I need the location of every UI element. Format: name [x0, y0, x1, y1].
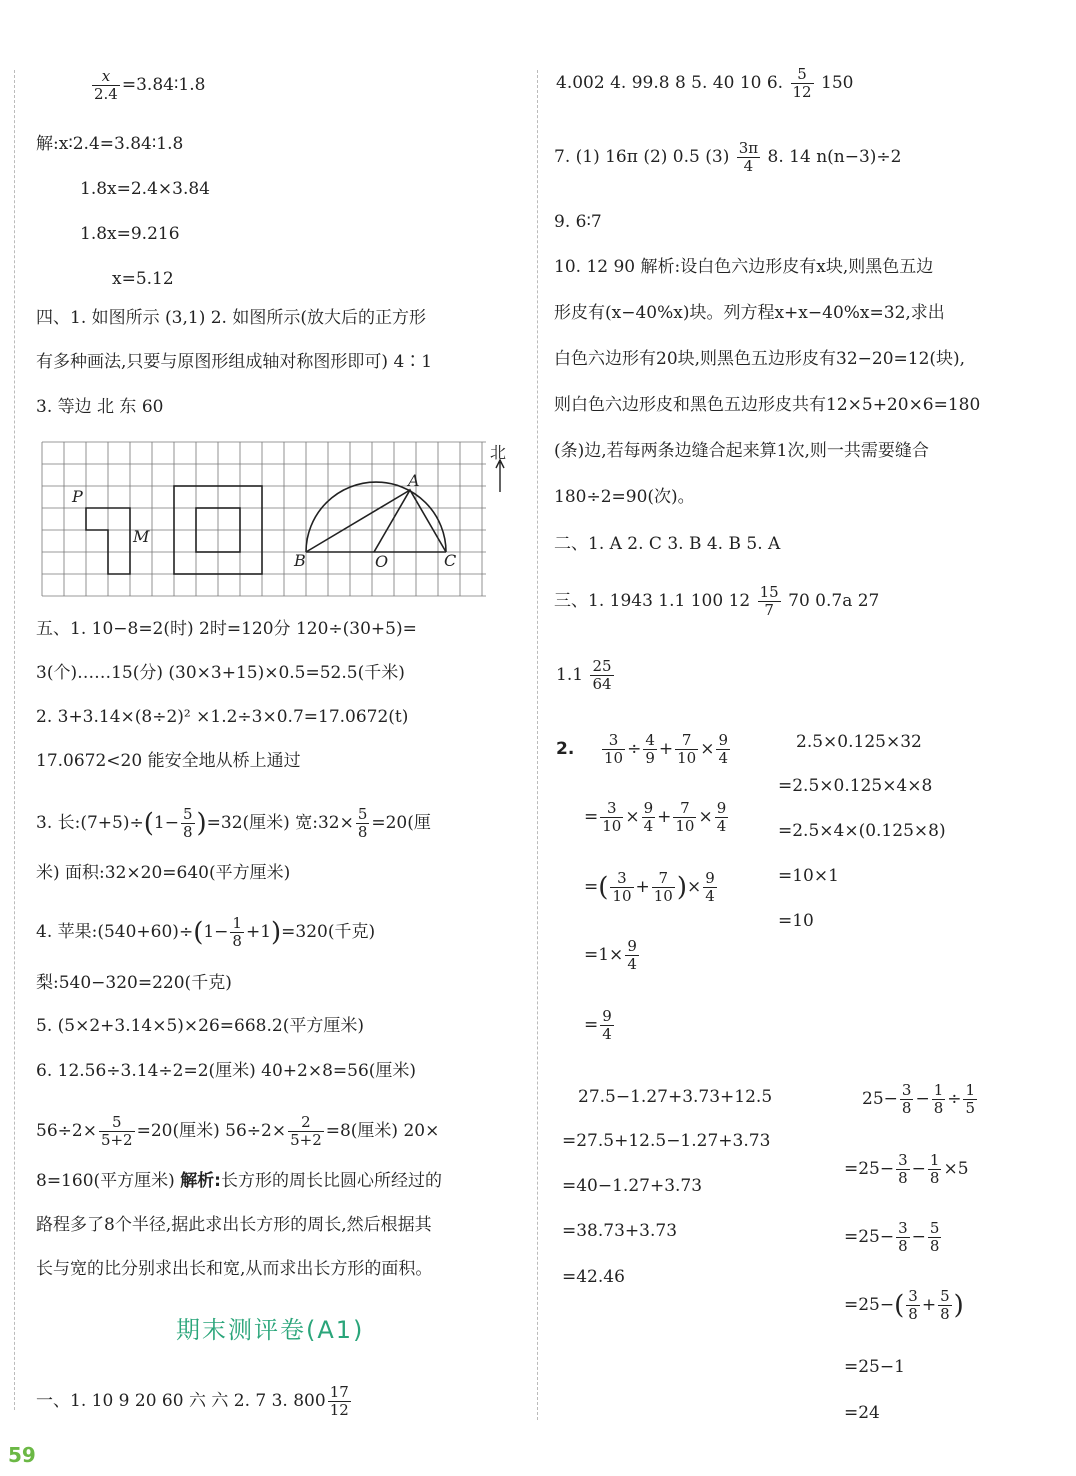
answer-row-9: 180÷2=90(次)。 — [554, 487, 695, 507]
calc-b-line-3: =2.5×4×(0.125×8) — [778, 821, 946, 841]
calc-a-line-3: =( $\frac{3}{10}$ + $\frac{7}{10}$ )× $\frac{9}{4}$ — [584, 869, 715, 905]
calc-d-line-2: =25− $\frac{3}{8}$ − $\frac{1}{8}$ ×5 — [844, 1151, 969, 1187]
calc-label: 2. — [556, 739, 575, 759]
final-answers-line: 一、1. 10 9 20 60 六 六 2. 7 3. 800 $\frac{17}{12}$ — [36, 1383, 349, 1419]
calc-d-line-6: =24 — [844, 1403, 880, 1423]
answer-row-5: 形皮有(x−40%x)块。列方程x+x−40%x=32,求出 — [554, 303, 945, 323]
answer-row-12: 1.1 $\frac{25}{64}$ — [556, 657, 612, 693]
left-margin-line — [14, 70, 15, 1410]
calc-d-line-5: =25−1 — [844, 1357, 905, 1377]
label-p: P — [72, 487, 83, 506]
answer-row-7: 则白色六边形皮和黑色五边形皮共有12×5+20×6=180 — [554, 395, 981, 415]
section-5-q4-a: 4. 苹果:(540+60)÷(1− $\frac{1}{8}$ +1)=320(千克) — [36, 914, 376, 950]
north-arrow-icon — [496, 460, 504, 492]
column-divider — [537, 70, 538, 1420]
section-5-q4-b: 梨:540−320=220(千克) — [36, 973, 232, 993]
label-b: B — [294, 551, 306, 570]
section-5-q6-a: 6. 12.56÷3.14÷2=2(厘米) 40+2×8=56(厘米) — [36, 1061, 417, 1081]
grid-figure — [38, 436, 518, 601]
calc-c-line-1: 27.5−1.27+3.73+12.5 — [578, 1087, 773, 1107]
solution-line-1: 解:x∶2.4=3.84∶1.8 — [36, 134, 184, 154]
label-o: O — [375, 552, 389, 571]
calc-c-line-2: =27.5+12.5−1.27+3.73 — [562, 1131, 771, 1151]
calc-b-line-2: =2.5×0.125×4×8 — [778, 776, 933, 796]
section-5-q5: 5. (5×2+3.14×5)×26=668.2(平方厘米) — [36, 1016, 364, 1036]
north-label: 北 — [490, 443, 507, 462]
section-5-q2-a: 2. 3+3.14×(8÷2)² ×1.2÷3×0.7=17.0672(t) — [36, 707, 409, 727]
section-5-q6-c: 8=160(平方厘米) 解析:长方形的周长比圆心所经过的 — [36, 1171, 442, 1191]
section-5-q6-d: 路程多了8个半径,据此求出长方形的周长,然后根据其 — [36, 1215, 432, 1235]
calc-a-line-2: = $\frac{3}{10}$ × $\frac{9}{4}$ + $\frac{7}{10}$ × $\frac{9}{4}$ — [584, 799, 727, 835]
section-4-line-3: 3. 等边 北 东 60 — [36, 397, 164, 417]
section-title: 期末测评卷(A1) — [176, 1316, 365, 1344]
calc-c-line-4: =38.73+3.73 — [562, 1221, 678, 1241]
section-5-q3-b: 米) 面积:32×20=640(平方厘米) — [36, 863, 291, 883]
section-5-q2-b: 17.0672<20 能安全地从桥上通过 — [36, 751, 301, 771]
answer-row-8: (条)边,若每两条边缝合起来算1次,则一共需要缝合 — [554, 441, 929, 461]
triangle-lines — [306, 490, 446, 552]
calc-d-line-1: 25− $\frac{3}{8}$ − $\frac{1}{8}$ ÷ $\frac{1}{5}$ — [862, 1081, 976, 1117]
section-4-line-2: 有多种画法,只要与原图形组成轴对称图形即可) 4∶1 — [36, 352, 433, 372]
calc-a-line-1: $\frac{3}{10}$ ÷ $\frac{4}{9}$ + $\frac{7}{10}$ × $\frac{9}{4}$ — [604, 731, 729, 767]
solution-line-3: 1.8x=9.216 — [80, 224, 180, 244]
answer-row-2: 7. (1) 16π (2) 0.5 (3) $\frac{3\pi}{4}$ 8. 14 n(n−3)÷2 — [554, 139, 902, 175]
label-a: A — [408, 471, 420, 490]
solution-line-4: x=5.12 — [112, 269, 174, 289]
label-c: C — [444, 551, 457, 570]
calc-b-line-5: =10 — [778, 911, 814, 931]
section-5-q1-a: 五、1. 10−8=2(时) 2时=120分 120÷(30+5)= — [36, 619, 417, 639]
label-m: M — [133, 527, 150, 546]
section-5-q1-b: 3(个)……15(分) (30×3+15)×0.5=52.5(千米) — [36, 663, 405, 683]
calc-a-line-5: = $\frac{9}{4}$ — [584, 1007, 612, 1043]
calc-d-line-4: =25−( $\frac{3}{8}$ + $\frac{5}{8}$ ) — [844, 1287, 964, 1323]
answer-row-11: 三、1. 1943 1.1 100 12 $\frac{15}{7}$ 70 0.7a 27 — [554, 583, 880, 619]
answer-row-1: 4.002 4. 99.8 8 5. 40 10 6. $\frac{5}{12}$ 150 — [556, 65, 854, 101]
calc-b-line-1: 2.5×0.125×32 — [796, 732, 922, 752]
answer-row-4: 10. 12 90 解析:设白色六边形皮有x块,则黑色五边 — [554, 257, 934, 277]
calc-b-line-4: =10×1 — [778, 866, 839, 886]
section-5-q3-a: 3. 长:(7+5)÷(1− $\frac{5}{8}$ )=32(厘米) 宽:32× $\frac{5}{8}$ =20(厘 — [36, 805, 431, 841]
section-4-line-1: 四、1. 如图所示 (3,1) 2. 如图所示(放大后的正方形 — [36, 308, 426, 328]
answer-row-10: 二、1. A 2. C 3. B 4. B 5. A — [554, 534, 781, 554]
answer-row-3: 9. 6∶7 — [554, 212, 602, 232]
proportion-equation: $\frac{x}{2.4}$ =3.84∶1.8 — [94, 67, 206, 103]
calc-a-line-4: =1× $\frac{9}{4}$ — [584, 937, 637, 973]
answer-row-6: 白色六边形有20块,则黑色五边形皮有32−20=12(块), — [554, 349, 966, 369]
calc-c-line-5: =42.46 — [562, 1267, 625, 1287]
calc-c-line-3: =40−1.27+3.73 — [562, 1176, 703, 1196]
calc-d-line-3: =25− $\frac{3}{8}$ − $\frac{5}{8}$ — [844, 1219, 940, 1255]
section-5-q6-e: 长与宽的比分别求出长和宽,从而求出长方形的面积。 — [36, 1259, 433, 1279]
section-5-q6-b: 56÷2× $\frac{5}{5+2}$ =20(厘米) 56÷2× $\frac{2}{5+2}$ =8(厘米) 20× — [36, 1113, 440, 1149]
page-number: 59 — [8, 1443, 36, 1467]
solution-line-2: 1.8x=2.4×3.84 — [80, 179, 210, 199]
